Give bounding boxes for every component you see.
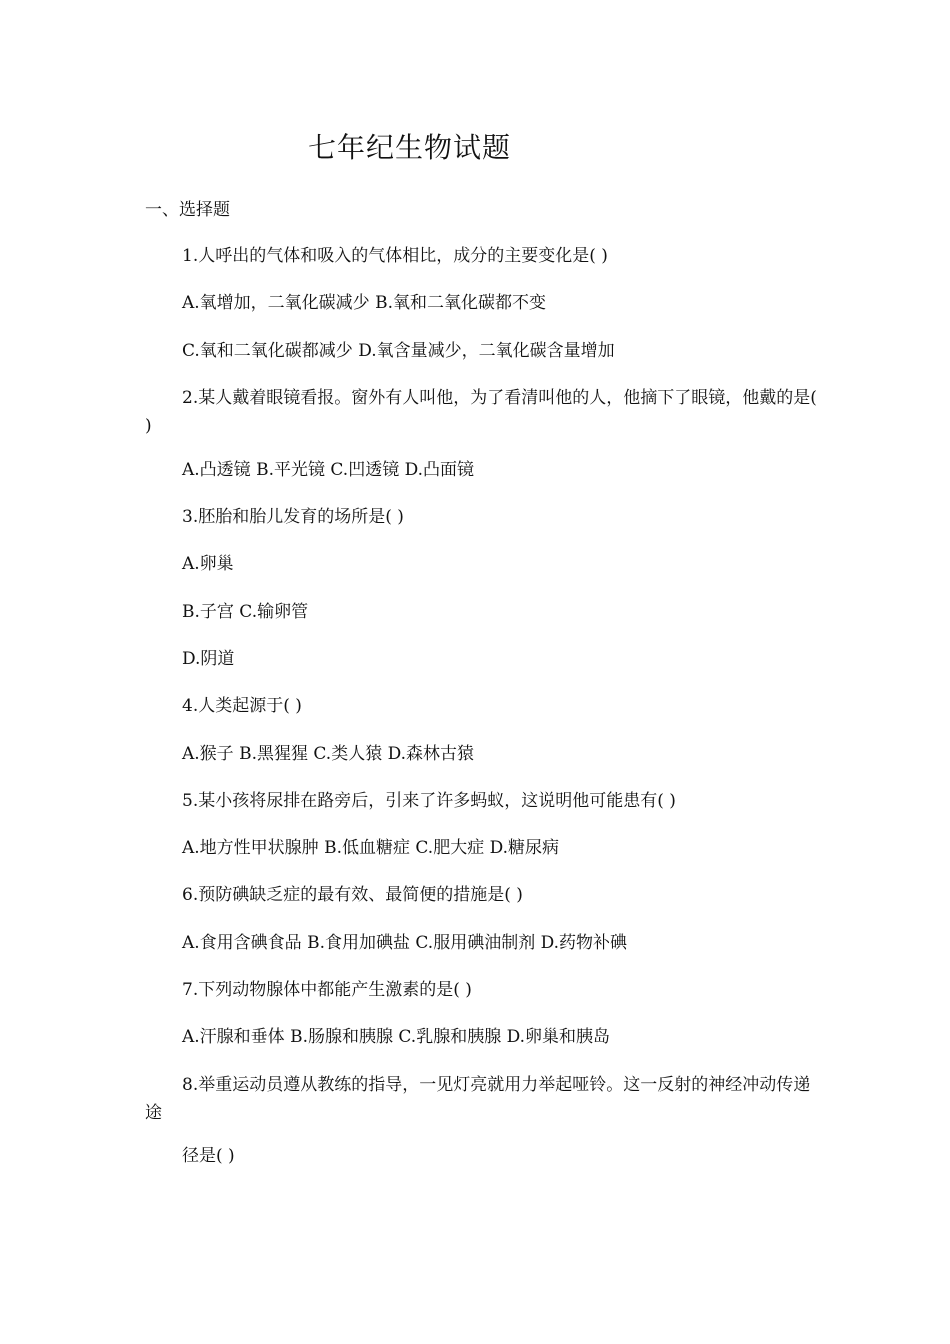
question-8-continuation: 径是( ): [182, 1146, 235, 1166]
question-1-options-cd: C.氧和二氧化碳都减少 D.氧含量减少，二氧化碳含量增加: [182, 341, 615, 361]
question-5: 5.某小孩将尿排在路旁后，引来了许多蚂蚁，这说明他可能患有( ): [182, 791, 676, 811]
question-8: 8.举重运动员遵从教练的指导，一见灯亮就用力举起哑铃。这一反射的神经冲动传递途: [145, 1075, 811, 1123]
question-3-option-d: D.阴道: [182, 649, 235, 669]
question-4: 4.人类起源于( ): [182, 696, 302, 716]
question-3-option-a: A.卵巢: [182, 554, 234, 574]
question-7-options: A.汗腺和垂体 B.肠腺和胰腺 C.乳腺和胰腺 D.卵巢和胰岛: [182, 1027, 611, 1047]
question-7: 7.下列动物腺体中都能产生激素的是( ): [182, 980, 472, 1000]
question-3: 3.胚胎和胎儿发育的场所是( ): [182, 507, 404, 527]
question-4-options: A.猴子 B.黑猩猩 C.类人猿 D.森林古猿: [182, 744, 475, 764]
document-title: 七年纪生物试题: [308, 131, 512, 164]
question-6-options: A.食用含碘食品 B.食用加碘盐 C.服用碘油制剂 D.药物补碘: [182, 933, 628, 953]
question-5-options: A.地方性甲状腺肿 B.低血糖症 C.肥大症 D.糖尿病: [182, 838, 560, 858]
question-1: 1.人呼出的气体和吸入的气体相比，成分的主要变化是( ): [182, 246, 608, 266]
question-1-options-ab: A.氧增加，二氧化碳减少 B.氧和二氧化碳都不变: [182, 293, 546, 313]
question-3-options-bc: B.子宫 C.输卵管: [182, 602, 309, 622]
question-6: 6.预防碘缺乏症的最有效、最简便的措施是( ): [182, 885, 523, 905]
question-2: 2.某人戴着眼镜看报。窗外有人叫他，为了看清叫他的人，他摘下了眼镜，他戴的是( ): [145, 388, 817, 436]
section-heading: 一、选择题: [145, 200, 230, 220]
question-2-options: A.凸透镜 B.平光镜 C.凹透镜 D.凸面镜: [182, 460, 475, 480]
